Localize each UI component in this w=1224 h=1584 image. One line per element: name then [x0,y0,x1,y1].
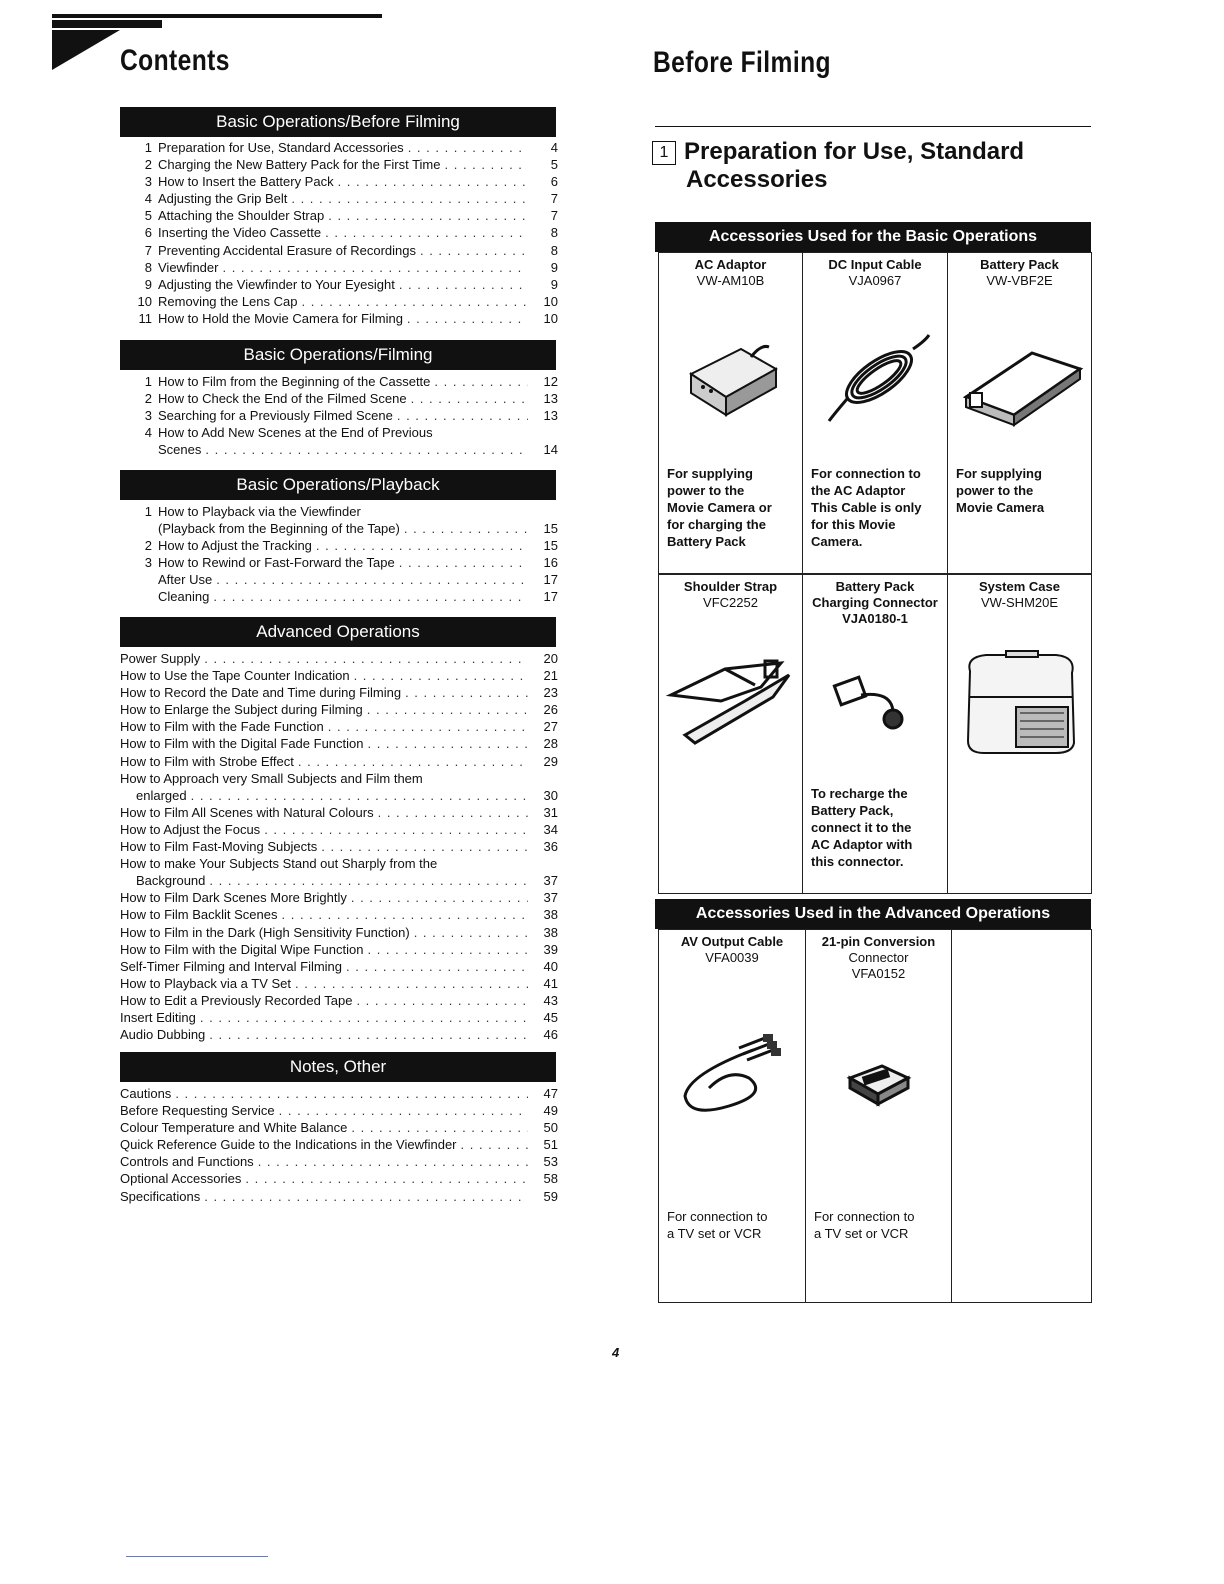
toc-entry[interactable] [120,390,558,407]
toc-entry-title: Cautions [120,1086,172,1101]
accessory-name: DC Input Cable [828,257,922,272]
toc-entry[interactable] [120,571,558,588]
toc-leader-dots [399,554,528,571]
toc-entry-title: How to Film with Strobe Effect [120,753,294,769]
toc-leader-dots [351,1119,528,1136]
conversion-connector-icon [844,1060,914,1110]
toc-entry[interactable] [120,407,558,424]
toc-entry-title: How to Playback via the Viewfinder [158,504,361,519]
toc-leader-dots [200,1009,528,1026]
toc-entry-page: 12 [543,374,558,389]
toc-entry[interactable] [120,770,558,787]
accessory-description: For supplying power to the Movie Camera [956,466,1045,515]
toc-entry-page: 40 [543,958,558,974]
toc-entry-page: 15 [543,538,558,554]
accessory-code: VW-SHM20E [980,595,1059,610]
accessory-name: AV Output Cable [680,934,784,949]
toc-entry-page: 39 [543,941,558,957]
section-title-line2: Accessories [686,166,828,193]
section-number: 1 [652,141,676,165]
toc-leader-dots [405,684,528,701]
toc-entry-title: Insert Editing [120,1009,196,1025]
toc-entry-page: 43 [543,992,558,1008]
toc-leader-dots [216,571,528,588]
toc-entry[interactable] [120,424,558,441]
toc-entry[interactable] [120,753,558,770]
toc-entry[interactable] [120,821,558,838]
toc-entry-title: How to Use the Tape Counter Indication [120,668,350,684]
ac-adaptor-icon [681,339,781,419]
toc-entry-page: 17 [543,572,558,588]
toc-entry-page: 29 [543,753,558,769]
toc-section-heading: Basic Operations/Filming [120,340,556,370]
toc-leader-dots [367,941,528,958]
toc-entry-page: 21 [543,668,558,684]
toc-entry-number: 2 [144,157,152,173]
toc-section-heading: Basic Operations/Playback [120,470,556,500]
toc-entry-title: How to Insert the Battery Pack [158,174,334,190]
basic-accessories-row-2 [658,574,1092,894]
toc-entry-number: 2 [144,391,152,407]
accessory-description: To recharge the Battery Pack, connect it to the AC Adaptor with this connector. [811,786,913,869]
toc-entry-title: How to Film All Scenes with Natural Colours [120,804,374,820]
toc-entry-title: Preparation for Use, Standard Accessories [158,140,404,155]
toc-entry-title: enlarged [136,787,187,803]
accessory-name: Battery Pack [835,579,915,594]
toc-entry-title: After Use [158,572,213,588]
toc-leader-dots [367,735,528,752]
accessory-description: For connection to the AC Adaptor This Cable is only for this Movie Camera. [811,466,922,549]
toc-leader-dots [291,190,528,207]
toc-entry[interactable] [120,588,558,605]
toc-leader-dots [397,407,528,424]
toc-entry-page: 10 [543,310,558,326]
toc-entry-title: How to Adjust the Focus [120,821,261,837]
toc-entry-title: How to Rewind or Fast-Forward the Tape [158,555,395,571]
toc-leader-dots [301,293,528,310]
toc-entry[interactable] [120,889,558,906]
toc-leader-dots [367,701,528,718]
toc-entry-page: 58 [543,1171,558,1187]
toc-entry-page: 47 [543,1086,558,1101]
toc-leader-dots [407,310,528,327]
toc-leader-dots [298,753,528,770]
toc-entry-title: How to Film Dark Scenes More Brightly [120,890,347,906]
toc-entry-title: Colour Temperature and White Balance [120,1120,348,1136]
toc-entry-title: Optional Accessories [120,1171,242,1187]
toc-entry-title: How to Playback via a TV Set [120,975,292,991]
toc-section-list [120,1085,558,1205]
toc-entry-page: 30 [543,787,558,803]
contents-title: Contents [120,44,230,77]
toc-entry[interactable] [120,872,558,889]
accessory-name: System Case [979,579,1060,594]
accessory-ac-adaptor [659,253,803,573]
toc-entry-page: 13 [543,408,558,424]
toc-leader-dots [399,276,528,293]
accessory-name: Shoulder Strap [683,579,778,594]
battery-pack-icon [962,349,1084,429]
toc-entry-page: 31 [543,804,558,820]
toc-entry[interactable] [120,207,558,224]
toc-entry[interactable] [120,718,558,735]
toc-entry-number: 10 [137,293,152,309]
section-title [652,138,1092,194]
toc-entry-title: How to Add New Scenes at the End of Previous [158,425,433,441]
toc-section-list [120,650,558,1043]
toc-entry-title: How to Approach very Small Subjects and Film them [120,770,423,786]
toc-entry-page: 9 [550,276,558,292]
advanced-accessories-heading: Accessories Used in the Advanced Operations [655,899,1091,929]
accessory-empty-cell [952,930,1091,1302]
toc-entry-page: 8 [550,225,558,241]
toc-entry[interactable] [120,1136,558,1153]
toc-entry-title: How to Film from the Beginning of the Cassette [158,374,431,389]
toc-entry-page: 49 [543,1103,558,1119]
toc-leader-dots [175,1085,528,1102]
toc-entry-number: 3 [144,408,152,424]
toc-entry-number: 4 [144,425,152,441]
toc-leader-dots [328,207,528,224]
toc-entry-title: Scenes [158,442,202,458]
toc-entry-page: 13 [543,391,558,407]
toc-leader-dots [316,537,528,554]
toc-entry[interactable] [120,503,558,520]
accessory-description: For supplying power to the Movie Camera or for charging the Battery Pack [667,466,772,549]
toc-leader-dots [434,373,528,390]
toc-entry[interactable] [120,855,558,872]
toc-entry[interactable] [120,804,558,821]
toc-leader-dots [258,1153,528,1170]
toc-entry-page: 50 [543,1120,558,1136]
toc-section-list [120,139,558,327]
toc-entry[interactable] [120,139,558,156]
toc-leader-dots [445,156,529,173]
toc-entry[interactable] [120,537,558,554]
toc-entry-title: Attaching the Shoulder Strap [158,208,325,224]
toc-entry[interactable] [120,1085,558,1102]
toc-leader-dots [338,173,528,190]
toc-entry[interactable] [120,259,558,276]
toc-leader-dots [461,1136,528,1153]
toc-entry-page: 23 [543,685,558,701]
accessory-code: VW-AM10B [696,273,765,288]
toc-leader-dots [321,838,528,855]
toc-entry[interactable] [120,735,558,752]
toc-entry-page: 41 [543,975,558,991]
accessory-dc-input-cable [803,253,948,573]
page-number: 4 [612,1345,620,1360]
toc-leader-dots [414,924,528,941]
av-cable-icon [669,1034,793,1124]
toc-entry-page: 53 [543,1154,558,1170]
toc-entry-page: 9 [550,259,558,275]
toc-entry-title: Background [136,873,206,889]
toc-entry-title: Audio Dubbing [120,1027,206,1043]
accessory-system-case [948,575,1091,893]
toc-entry-number: 11 [138,310,152,326]
section-rule [655,126,1091,127]
accessory-name: 21-pin Conversion [821,934,936,949]
toc-entry-page: 36 [543,839,558,855]
toc-entry-title: Specifications [120,1188,201,1204]
toc-leader-dots [411,390,528,407]
toc-leader-dots [325,224,528,241]
toc-leader-dots [213,588,528,605]
toc-entry[interactable] [120,684,558,701]
shoulder-strap-icon [665,655,797,745]
accessory-charging-connector [803,575,948,893]
toc-entry-page: 20 [543,651,558,666]
toc-entry-page: 51 [543,1137,558,1153]
header-rule-thick [52,20,162,28]
toc-section-heading: Advanced Operations [120,617,556,647]
toc-leader-dots [295,975,528,992]
toc-entry-page: 14 [543,442,558,458]
accessory-code: VFA0152 [851,966,906,981]
toc-entry-title: Power Supply [120,651,201,666]
accessory-battery-pack [948,253,1091,573]
toc-entry-number: 3 [144,174,152,190]
toc-entry-title: How to Film Backlit Scenes [120,907,278,923]
toc-entry[interactable] [120,1170,558,1187]
accessory-name-line2: Charging Connector [812,595,938,610]
toc-entry[interactable] [120,650,558,667]
toc-entry-number: 8 [144,259,152,275]
dc-cable-icon [817,329,937,429]
toc-leader-dots [279,1102,528,1119]
toc-entry-number: 1 [144,504,152,519]
toc-entry-page: 46 [543,1027,558,1043]
toc-entry[interactable] [120,1119,558,1136]
toc-entry[interactable] [120,276,558,293]
toc-entry-title: Charging the New Battery Pack for the First Time [158,157,441,173]
toc-entry[interactable] [120,1102,558,1119]
toc-entry-number: 3 [144,555,152,571]
toc-entry-page: 5 [550,157,558,173]
toc-entry-title: How to Check the End of the Filmed Scene [158,391,407,407]
toc-entry-number: 4 [144,191,152,207]
toc-entry-page: 7 [550,191,558,207]
toc-entry-page: 10 [543,293,558,309]
toc-entry-title: (Playback from the Beginning of the Tape) [158,521,400,537]
toc-leader-dots [356,992,528,1009]
toc-entry-title: How to Film Fast-Moving Subjects [120,839,318,855]
toc-leader-dots [209,1026,528,1043]
toc-entry[interactable] [120,701,558,718]
toc-entry-title: Controls and Functions [120,1154,254,1170]
toc-leader-dots [264,821,528,838]
accessory-name: Battery Pack [980,257,1059,272]
toc-entry[interactable] [120,1026,558,1043]
accessory-code: VW-VBF2E [986,273,1053,288]
toc-entry-page: 34 [543,821,558,837]
toc-entry-title: How to Film with the Digital Fade Function [120,736,364,752]
toc-leader-dots [282,906,529,923]
toc-entry[interactable] [120,924,558,941]
toc-entry-page: 28 [543,736,558,752]
toc-entry[interactable] [120,156,558,173]
toc-entry[interactable] [120,992,558,1009]
toc-leader-dots [209,872,528,889]
toc-leader-dots [205,441,528,458]
accessory-code: VJA0967 [848,273,902,288]
toc-entry-title: Preventing Accidental Erasure of Recordings [158,242,416,258]
toc-entry-title: Inserting the Video Cassette [158,225,322,241]
toc-entry[interactable] [120,906,558,923]
toc-entry-page: 38 [543,907,558,923]
toc-entry-title: Adjusting the Grip Belt [158,191,288,207]
toc-entry-page: 17 [543,589,558,605]
toc-entry-title: How to Film with the Digital Wipe Function [120,941,364,957]
accessory-name: AC Adaptor [694,257,767,272]
toc-entry[interactable] [120,293,558,310]
toc-entry[interactable] [120,242,558,259]
toc-entry-page: 26 [543,702,558,718]
toc-entry-title: Quick Reference Guide to the Indications in the Viewfinder [120,1137,457,1153]
toc-entry[interactable] [120,224,558,241]
toc-leader-dots [222,259,528,276]
toc-entry[interactable] [120,958,558,975]
toc-entry-title: Adjusting the Viewfinder to Your Eyesight [158,276,395,292]
before-filming-title: Before Filming [653,46,831,79]
toc-entry-page: 6 [550,174,558,190]
advanced-accessories-row [658,929,1092,1303]
toc-entry-page: 15 [543,521,558,537]
accessory-code: VJA0180-1 [842,611,908,626]
toc-entry[interactable] [120,941,558,958]
toc-entry-page: 7 [550,208,558,224]
section-title-line1: Preparation for Use, Standard [684,138,1025,165]
toc-entry-number: 1 [144,140,152,155]
toc-entry-page: 37 [543,890,558,906]
basic-accessories-row-1 [658,252,1092,574]
toc-leader-dots [354,667,528,684]
toc-entry-page: 37 [543,873,558,889]
accessory-conversion-connector [806,930,952,1302]
toc-entry-title: Self-Timer Filming and Interval Filming [120,958,343,974]
toc-entry[interactable] [120,667,558,684]
toc-entry[interactable] [120,1009,558,1026]
toc-entry[interactable] [120,838,558,855]
toc-leader-dots [378,804,528,821]
system-case-icon [956,647,1086,757]
toc-leader-dots [404,520,528,537]
toc-entry-title: Cleaning [158,589,210,605]
toc-entry[interactable] [120,441,558,458]
header-arrow-icon [52,30,120,70]
toc-entry-title: Removing the Lens Cap [158,293,298,309]
toc-leader-dots [346,958,528,975]
toc-entry-title: How to Adjust the Tracking [158,538,312,554]
toc-entry-page: 27 [543,719,558,735]
toc-section-list [120,373,558,458]
accessory-description: For connection to a TV set or VCR [667,1209,768,1241]
toc-entry[interactable] [120,520,558,537]
accessory-shoulder-strap [659,575,803,893]
accessory-av-output-cable [659,930,806,1302]
toc-section-heading: Notes, Other [120,1052,556,1082]
toc-leader-dots [204,650,528,667]
toc-entry-page: 4 [550,140,558,155]
toc-entry-number: 5 [144,208,152,224]
toc-section-list [120,503,558,606]
toc-leader-dots [408,139,528,156]
toc-entry-title: Searching for a Previously Filmed Scene [158,408,393,424]
accessory-code: VFA0039 [705,950,759,965]
toc-entry-page: 8 [550,242,558,258]
toc-entry-title: How to Edit a Previously Recorded Tape [120,992,353,1008]
accessory-code: VFC2252 [703,595,758,610]
toc-entry-title: How to Film with the Fade Function [120,719,324,735]
toc-entry[interactable] [120,1153,558,1170]
toc-entry-title: How to Film in the Dark (High Sensitivity Function) [120,924,410,940]
toc-entry[interactable] [120,787,558,804]
toc-entry-title: How to Enlarge the Subject during Filming [120,702,363,718]
charging-connector-icon [831,671,921,741]
toc-leader-dots [351,889,528,906]
accessory-description: For connection to a TV set or VCR [814,1209,915,1241]
toc-entry-title: How to make Your Subjects Stand out Sharply from the [120,856,438,872]
toc-entry-number: 2 [144,538,152,554]
toc-entry-number: 9 [144,276,152,292]
toc-entry-number: 7 [144,242,152,258]
toc-section-heading: Basic Operations/Before Filming [120,107,556,137]
toc-entry-title: Before Requesting Service [120,1103,275,1119]
basic-accessories-heading: Accessories Used for the Basic Operations [655,222,1091,252]
toc-entry-page: 59 [543,1188,558,1204]
toc-entry-title: Viewfinder [158,259,219,275]
toc-entry-title: How to Record the Date and Time during Filming [120,685,402,701]
toc-entry-title: How to Hold the Movie Camera for Filming [158,310,403,326]
toc-entry[interactable] [120,554,558,571]
toc-entry-page: 38 [543,924,558,940]
toc-leader-dots [328,718,528,735]
toc-entry[interactable] [120,310,558,327]
toc-entry-number: 6 [144,225,152,241]
toc-entry[interactable] [120,373,558,390]
footer-line [126,1556,268,1557]
toc-entry-number: 1 [144,374,152,389]
toc-entry[interactable] [120,173,558,190]
toc-entry[interactable] [120,190,558,207]
toc-entry-page: 16 [543,555,558,571]
accessory-name-line2: Connector [848,950,909,965]
toc-leader-dots [245,1170,528,1187]
header-rule [52,14,382,18]
toc-leader-dots [191,787,528,804]
toc-entry[interactable] [120,1188,558,1205]
toc-entry[interactable] [120,975,558,992]
toc-leader-dots [420,242,528,259]
toc-entry-page: 45 [543,1009,558,1025]
toc-leader-dots [204,1188,528,1205]
